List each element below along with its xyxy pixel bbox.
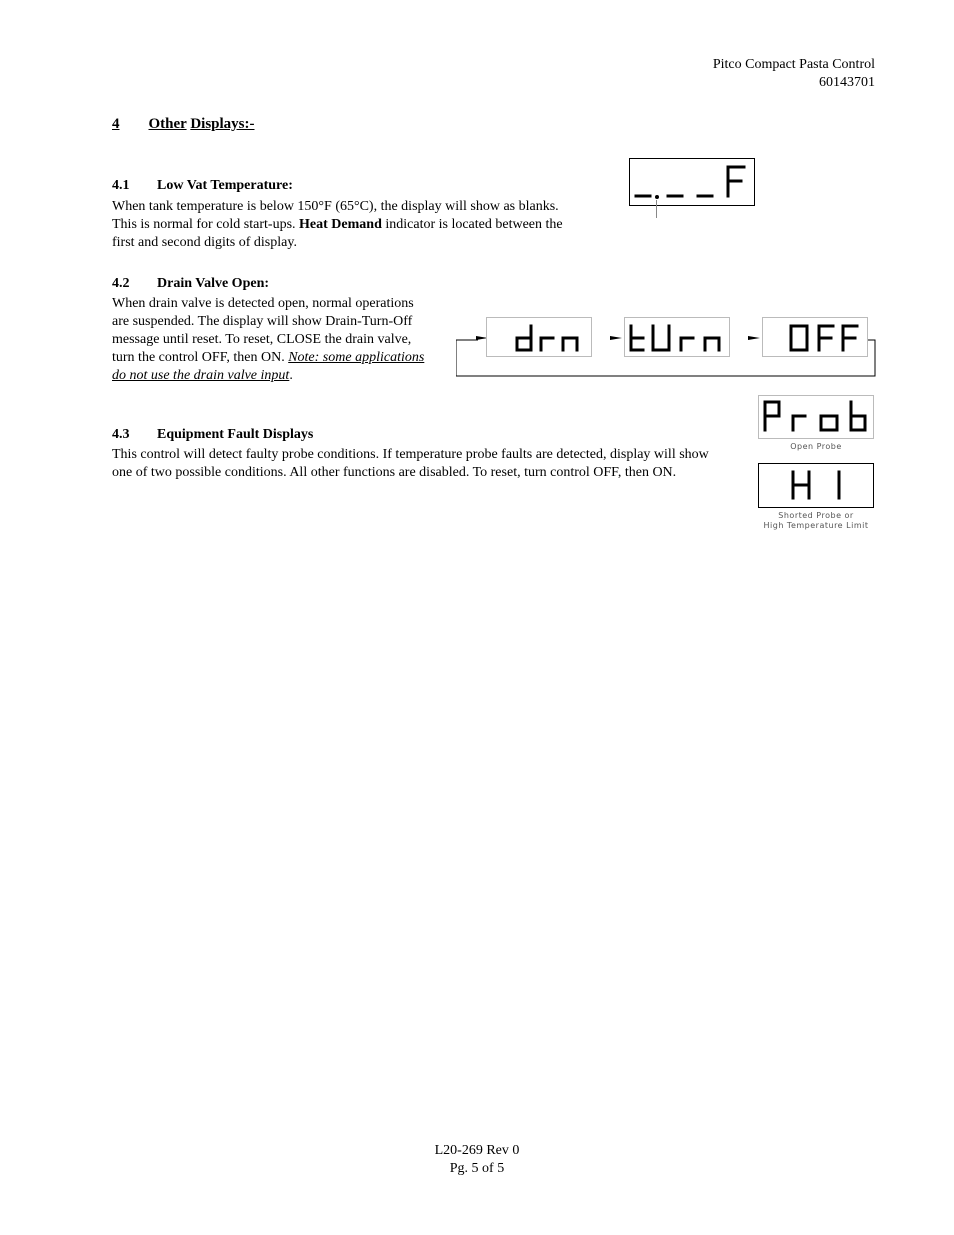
drain-valve-note: Note: some applications do not use the drain valve input: [112, 350, 425, 383]
section-title-word2: Displays:-: [190, 116, 255, 132]
subsection-4-3-heading: [112, 427, 313, 443]
section-number: 4: [112, 116, 120, 132]
document-header: [713, 56, 875, 92]
turn-display-glyphs: [625, 318, 729, 356]
open-probe-display: [758, 395, 874, 439]
high-limit-caption: [752, 511, 880, 531]
subsection-title: Equipment Fault Displays: [157, 427, 314, 442]
drain-sequence-diagram: [456, 316, 876, 378]
drn-display: [486, 317, 592, 357]
off-display: [762, 317, 868, 357]
subsection-number: 4.1: [112, 178, 130, 193]
header-product: Pitco Compact Pasta Control: [712, 57, 875, 72]
subsection-4-1-text: [112, 198, 572, 252]
text-run: .: [289, 368, 293, 383]
subsection-4-1-heading: [112, 178, 293, 194]
footer-doc-id: L20-269 Rev 0: [434, 1143, 520, 1158]
low-vat-display: [629, 158, 755, 206]
caption-line: High Temperature Limit: [763, 521, 869, 530]
caption-line: Shorted Probe or: [778, 511, 854, 520]
subsection-number: 4.3: [112, 427, 130, 442]
document-footer: [0, 1142, 954, 1178]
text-run: When tank temperature is below 150°F (65°C), the display will show as blanks. This is normal for cold start-ups.: [112, 199, 559, 232]
open-probe-display-glyphs: [759, 396, 873, 438]
subsection-4-3-text: This control will detect faulty probe conditions. If temperature probe faults are detected, display will show one of two possible conditions. All other functions are disabled. To reset, turn control OFF, then ON.: [112, 447, 709, 480]
subsection-title: Low Vat Temperature:: [157, 178, 293, 193]
text-run: When drain valve is detected open, normal operations are suspended. The display will show Drain-Turn-Off message until reset. To reset, CLOSE the drain valve, turn the control OFF, then ON.: [112, 296, 414, 365]
turn-display: [624, 317, 730, 357]
high-limit-display: [758, 463, 874, 508]
low-vat-display-glyphs: [630, 159, 754, 205]
section-title: [112, 116, 255, 133]
subsection-4-2-heading: [112, 276, 269, 292]
text-run: indicator is located between the first and second digits of display.: [112, 217, 563, 250]
drn-display-glyphs: [487, 318, 591, 356]
section-title-word1: Other: [148, 116, 187, 132]
subsection-title: Drain Valve Open:: [157, 276, 270, 291]
off-display-glyphs: [763, 318, 867, 356]
open-probe-caption: Open Probe: [790, 442, 842, 451]
heat-demand-pointer: [656, 200, 657, 218]
header-part-number: 60143701: [819, 75, 875, 90]
subsection-number: 4.2: [112, 276, 130, 291]
high-limit-display-glyphs: [759, 464, 873, 507]
subsection-4-2-text: [112, 295, 434, 385]
footer-page-number: Pg. 5 of 5: [449, 1161, 505, 1176]
heat-demand-term: Heat Demand: [299, 217, 382, 232]
